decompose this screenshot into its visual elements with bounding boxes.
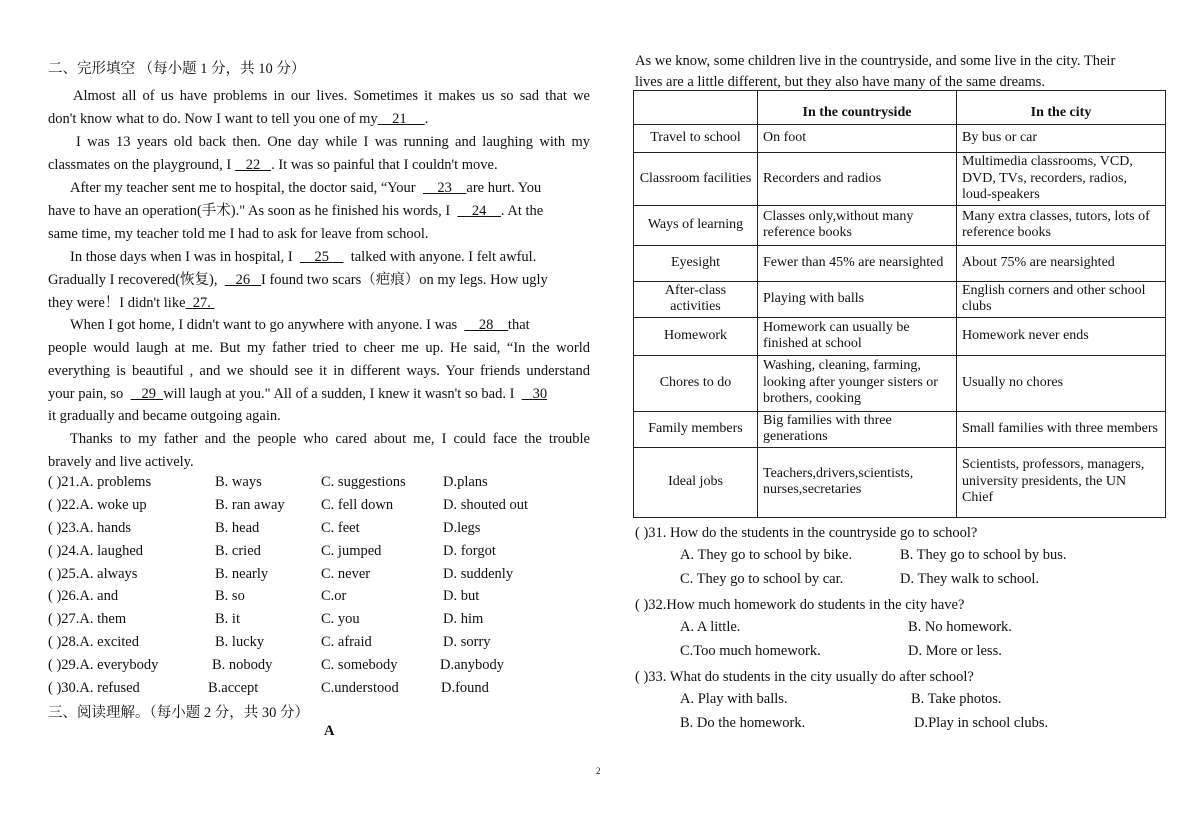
option-b: B. They go to school by bus. bbox=[900, 547, 1067, 563]
option-b: B. head bbox=[215, 520, 260, 536]
blank-21: 21 bbox=[392, 111, 407, 127]
table-cell: Classes only,without many reference books bbox=[758, 205, 957, 245]
option-c: C. never bbox=[321, 566, 371, 582]
table-header: In the countryside bbox=[758, 91, 957, 125]
cloze-line: people would laugh at me. But my father tried to cheer me up. He said, “In the world bbox=[48, 340, 590, 356]
option-c: C. suggestions bbox=[321, 474, 406, 490]
table-cell: On foot bbox=[758, 125, 957, 153]
option-a: A. They go to school by bike. bbox=[680, 547, 853, 563]
table-cell: Usually no chores bbox=[957, 355, 1166, 411]
option-a: A. Play with balls. bbox=[680, 691, 788, 707]
table-cell: Many extra classes, tutors, lots of reference books bbox=[957, 205, 1166, 245]
table-cell: Travel to school bbox=[634, 125, 758, 153]
option-b: B. ran away bbox=[215, 497, 285, 513]
question-stem: ( )32.How much homework do students in the city have? bbox=[635, 597, 965, 613]
table-cell: Chores to do bbox=[634, 355, 758, 411]
option-c: B. Do the homework. bbox=[680, 715, 806, 731]
option-d: D. him bbox=[443, 611, 484, 627]
option-b: B. lucky bbox=[215, 634, 265, 650]
cloze-line: After my teacher sent me to hospital, the doctor said, “Your 23 are hurt. You bbox=[70, 180, 542, 196]
table-header-row bbox=[634, 91, 1166, 125]
table-cell: Homework bbox=[634, 317, 758, 355]
blank-29: 29 bbox=[141, 386, 156, 402]
table-cell: By bus or car bbox=[957, 125, 1166, 153]
blank-24: 24 bbox=[471, 203, 487, 219]
question-stem: ( )28.A. excited bbox=[48, 634, 139, 650]
option-b: B. Take photos. bbox=[911, 691, 1002, 707]
option-c: C. you bbox=[321, 611, 360, 627]
option-c: C. jumped bbox=[321, 543, 382, 559]
option-b: B. so bbox=[215, 588, 245, 604]
option-d: D. They walk to school. bbox=[900, 571, 1040, 587]
cloze-line: Gradually I recovered(恢复), 26 I found two scars（疤痕）on my legs. How ugly bbox=[48, 272, 548, 288]
option-c: C. afraid bbox=[321, 634, 372, 650]
blank-28: 28 bbox=[478, 317, 494, 333]
cloze-line: it gradually and became outgoing again. bbox=[48, 408, 281, 424]
option-c: C.Too much homework. bbox=[680, 643, 821, 659]
question-stem: ( )24.A. laughed bbox=[48, 543, 144, 559]
table-row bbox=[634, 205, 1166, 245]
option-d: D. sorry bbox=[443, 634, 491, 650]
option-c: C.or bbox=[321, 588, 347, 604]
cloze-line: bravely and live actively. bbox=[48, 454, 194, 470]
table-cell: Recorders and radios bbox=[758, 153, 957, 206]
table-cell: Playing with balls bbox=[758, 281, 957, 317]
table-row bbox=[634, 153, 1166, 206]
option-b: B. cried bbox=[215, 543, 261, 559]
question-stem: ( )23.A. hands bbox=[48, 520, 131, 536]
blank-27: 27. bbox=[192, 295, 211, 311]
table-cell: Homework never ends bbox=[957, 317, 1166, 355]
option-d: D.plans bbox=[443, 474, 488, 490]
table-cell: Ways of learning bbox=[634, 205, 758, 245]
option-d: D.anybody bbox=[440, 657, 505, 673]
option-d: D. More or less. bbox=[908, 643, 1002, 659]
cloze-line: everything is beautiful , and we should see it in different ways. Your friends understand bbox=[48, 363, 590, 379]
comparison-table bbox=[633, 90, 1166, 518]
cloze-line: don't know what to do. Now I want to tell you one of my 21 . bbox=[48, 111, 429, 127]
reading-section-title: 三、阅读理解。（每小题 2 分，共 30 分） bbox=[48, 705, 309, 721]
cloze-line: same time, my teacher told me I had to ask for leave from school. bbox=[48, 226, 429, 242]
option-d: D. but bbox=[443, 588, 480, 604]
option-b: B.accept bbox=[208, 680, 259, 696]
table-row bbox=[634, 245, 1166, 281]
table-row bbox=[634, 447, 1166, 517]
question-stem: ( )25.A. always bbox=[48, 566, 138, 582]
table-cell: Teachers,drivers,scientists, nurses,secretaries bbox=[758, 447, 957, 517]
option-d: D. suddenly bbox=[443, 566, 514, 582]
option-b: B. nobody bbox=[212, 657, 273, 673]
option-c: C. feet bbox=[321, 520, 360, 536]
question-stem: ( )22.A. woke up bbox=[48, 497, 147, 513]
option-a: A. A little. bbox=[680, 619, 741, 635]
passage-label: A bbox=[324, 723, 335, 739]
question-stem: ( )31. How do the students in the countryside go to school? bbox=[635, 525, 978, 541]
option-c: C. They go to school by car. bbox=[680, 571, 844, 587]
table-row bbox=[634, 355, 1166, 411]
blank-30: 30 bbox=[532, 386, 548, 402]
option-d: D.legs bbox=[443, 520, 481, 536]
table-cell: Eyesight bbox=[634, 245, 758, 281]
table-cell: Ideal jobs bbox=[634, 447, 758, 517]
cloze-line: classmates on the playground, I 22 . It was so painful that I couldn't move. bbox=[48, 157, 498, 173]
question-stem: ( )29.A. everybody bbox=[48, 657, 159, 673]
table-cell: Small families with three members bbox=[957, 411, 1166, 447]
cloze-line: have to have an operation(手术)." As soon as he finished his words, I 24 . At the bbox=[48, 203, 544, 219]
option-b: B. ways bbox=[215, 474, 262, 490]
table-cell: Family members bbox=[634, 411, 758, 447]
option-d: D. shouted out bbox=[443, 497, 528, 513]
table-cell: Multimedia classrooms, VCD, DVD, TVs, recorders, radios, loud-speakers bbox=[957, 153, 1166, 206]
option-c: C. somebody bbox=[321, 657, 398, 673]
option-d: D.found bbox=[441, 680, 489, 696]
cloze-line: I was 13 years old back then. One day while I was running and laughing with my bbox=[76, 134, 590, 150]
cloze-line: they were！I didn't like 27. bbox=[48, 295, 211, 311]
option-b: B. it bbox=[215, 611, 240, 627]
cloze-line: When I got home, I didn't want to go anywhere with anyone. I was 28 that bbox=[70, 317, 530, 333]
table-cell: Scientists, professors, managers, university presidents, the UN Chief bbox=[957, 447, 1166, 517]
blank-25: 25 bbox=[314, 249, 329, 265]
question-stem: ( )27.A. them bbox=[48, 611, 127, 627]
blank-26: 26 bbox=[235, 272, 251, 288]
question-stem: ( )26.A. and bbox=[48, 588, 119, 604]
table-cell: Fewer than 45% are nearsighted bbox=[758, 245, 957, 281]
table-cell: After-class activities bbox=[634, 281, 758, 317]
option-c: C. fell down bbox=[321, 497, 394, 513]
option-b: B. nearly bbox=[215, 566, 269, 582]
table-cell: Classroom facilities bbox=[634, 153, 758, 206]
option-c: C.understood bbox=[321, 680, 399, 696]
cloze-line: your pain, so 29 will laugh at you." All of a sudden, I knew it wasn't so bad. I 30 bbox=[48, 386, 548, 402]
option-b: B. No homework. bbox=[908, 619, 1012, 635]
passage-intro: As we know, some children live in the countryside, and some live in the city. Their bbox=[635, 53, 1116, 69]
page-number: 2 bbox=[596, 766, 601, 776]
table-row bbox=[634, 125, 1166, 153]
option-d: D. forgot bbox=[443, 543, 496, 559]
table-cell: Homework can usually be finished at school bbox=[758, 317, 957, 355]
question-stem: ( )21.A. problems bbox=[48, 474, 152, 490]
cloze-line: Almost all of us have problems in our lives. Sometimes it makes us so sad that we bbox=[73, 88, 590, 104]
passage-intro: lives are a little different, but they also have many of the same dreams. bbox=[635, 74, 1046, 90]
question-stem: ( )30.A. refused bbox=[48, 680, 140, 696]
cloze-section-title: 二、完形填空 （每小题 1 分，共 10 分） bbox=[48, 61, 306, 77]
cloze-line: In those days when I was in hospital, I 25 talked with anyone. I felt awful. bbox=[70, 249, 537, 265]
table-cell: Big families with three generations bbox=[758, 411, 957, 447]
table-header: In the city bbox=[957, 91, 1166, 125]
table-cell: Washing, cleaning, farming, looking after younger sisters or brothers, cooking bbox=[758, 355, 957, 411]
table-cell: About 75% are nearsighted bbox=[957, 245, 1166, 281]
table-cell: English corners and other school clubs bbox=[957, 281, 1166, 317]
table-row bbox=[634, 317, 1166, 355]
option-d: D.Play in school clubs. bbox=[914, 715, 1049, 731]
blank-22: 22 bbox=[245, 157, 261, 173]
blank-23: 23 bbox=[437, 180, 452, 196]
table-header bbox=[634, 91, 758, 125]
table-row bbox=[634, 281, 1166, 317]
question-stem: ( )33. What do students in the city usually do after school? bbox=[635, 669, 974, 685]
table-row bbox=[634, 411, 1166, 447]
cloze-line: Thanks to my father and the people who cared about me, I could face the trouble bbox=[70, 431, 590, 447]
